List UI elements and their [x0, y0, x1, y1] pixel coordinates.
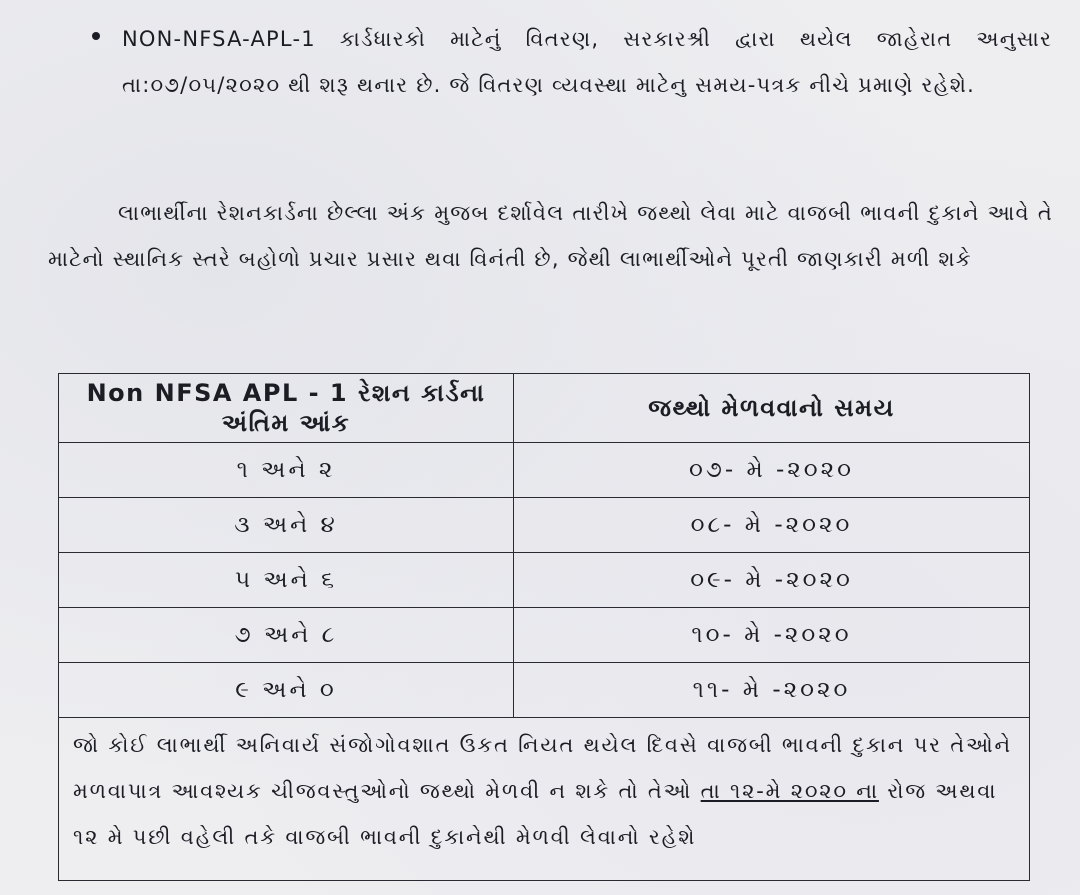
row-digits: ૯ અને ૦ — [59, 663, 514, 718]
row-date: ૦૯- મે -૨૦૨૦ — [514, 553, 1030, 608]
row-date: ૦૭- મે -૨૦૨૦ — [514, 443, 1030, 498]
info-paragraph: લાભાર્થીના રેશનકાર્ડના છેલ્લા અંક મુજબ દર્શાવેલ તારીખે જથ્થો લેવા માટે વાજબી ભાવની દુકાને આવે તે માટેનો સ્થાનિક સ્તરે બહોળો પ્રચાર પ્રસાર થવા વિનંતી છે, જેથી લાભાર્થીઓને પૂરતી જાણકારી મળી શકે — [48, 201, 1053, 271]
header-last-digit: Non NFSA APL - 1 રેશન કાર્ડના અંતિમ આંક — [59, 374, 514, 443]
table-row — [59, 443, 1030, 498]
table-note-row — [59, 718, 1030, 881]
table-row — [59, 553, 1030, 608]
table-header-row — [59, 374, 1030, 443]
table-note — [59, 718, 1030, 881]
row-date: ૧૧- મે -૨૦૨૦ — [514, 663, 1030, 718]
row-date: ૧૦- મે -૨૦૨૦ — [514, 608, 1030, 663]
bullet-dot-icon — [92, 32, 100, 40]
bullet-paragraph: NON-NFSA-APL-1 કાર્ડધારકો માટેનું વિતરણ, સરકારશ્રી દ્વારા થયેલ જાહેરાત અનુસાર તા:૦૭/૦૫/૨૦૨૦ થી શરૂ થનાર છે. જે વિતરણ વ્યવસ્થા માટેનુ સમય-પત્રક નીચે પ્રમાણે રહેશે. — [122, 27, 1052, 97]
row-date: ૦૮- મે -૨૦૨૦ — [514, 498, 1030, 553]
note-underlined-date: તા ૧૨-મે ૨૦૨૦ ના — [700, 779, 879, 803]
note-text-part2: રોજ અથવા ૧૨ મે પછી વહેલી તકે વાજબી ભાવની દુકાનેથી મેળવી લેવાનો રહેશે — [73, 779, 998, 849]
note-text-part1: જો કોઈ લાભાર્થી અનિવાર્ય સંજોગોવશાત ઉકત નિયત થયેલ દિવસે વાજબી ભાવની દુકાન પર તેઓને મળવાપાત્ર આવશ્યક ચીજવસ્તુઓનો જથ્થો મેળવી ન શકે તો તેઓ — [73, 733, 1012, 803]
row-digits: ૧ અને ૨ — [59, 443, 514, 498]
table-row — [59, 498, 1030, 553]
header-collection-time: જથ્થો મેળવવાનો સમય — [514, 374, 1030, 443]
row-digits: ૩ અને ૪ — [59, 498, 514, 553]
table-row — [59, 663, 1030, 718]
schedule-table — [58, 373, 1030, 881]
row-digits: ૫ અને ૬ — [59, 553, 514, 608]
table-row — [59, 608, 1030, 663]
row-digits: ૭ અને ૮ — [59, 608, 514, 663]
